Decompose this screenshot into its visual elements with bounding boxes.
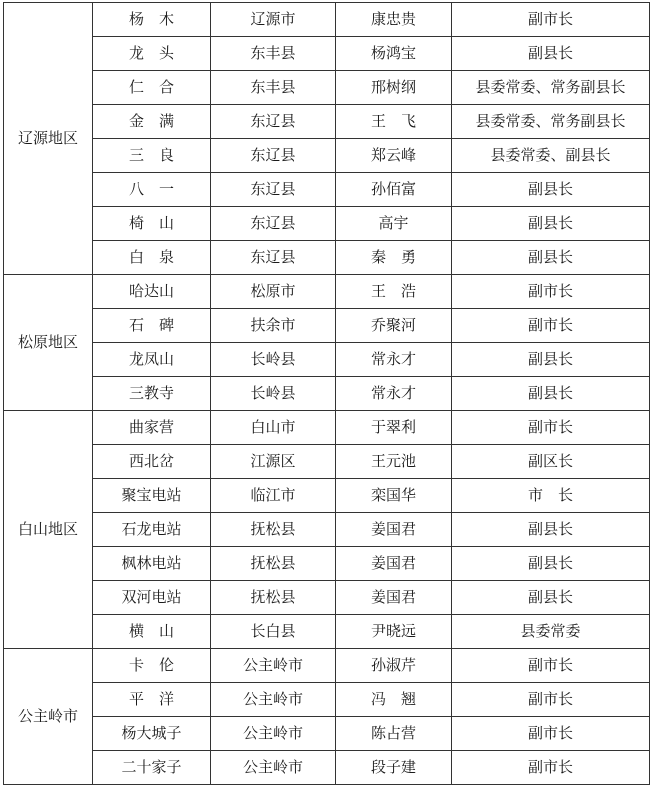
position-cell: 副市长 [452, 683, 650, 717]
position-cell: 市 长 [452, 479, 650, 513]
table-row [4, 445, 650, 479]
position-cell: 副县长 [452, 377, 650, 411]
table-row [4, 275, 650, 309]
location-cell: 江源区 [211, 445, 336, 479]
position-cell: 副市长 [452, 751, 650, 785]
table-row [4, 717, 650, 751]
location-cell: 公主岭市 [211, 649, 336, 683]
location-cell: 辽源市 [211, 3, 336, 37]
location-cell: 公主岭市 [211, 717, 336, 751]
responsible-person-cell: 郑云峰 [336, 139, 452, 173]
responsible-person-cell: 杨鸿宝 [336, 37, 452, 71]
reservoir-name-cell: 石龙电站 [93, 513, 211, 547]
region-cell: 辽源地区 [4, 3, 93, 275]
position-cell: 副县长 [452, 343, 650, 377]
responsible-person-cell: 冯 翘 [336, 683, 452, 717]
responsible-person-cell: 姜国君 [336, 547, 452, 581]
table-row [4, 71, 650, 105]
reservoir-name-cell: 卡 伦 [93, 649, 211, 683]
location-cell: 长岭县 [211, 343, 336, 377]
responsible-person-cell: 秦 勇 [336, 241, 452, 275]
reservoir-name-cell: 曲家营 [93, 411, 211, 445]
responsible-person-cell: 王 飞 [336, 105, 452, 139]
responsible-person-cell: 孙淑芹 [336, 649, 452, 683]
reservoir-name-cell: 哈达山 [93, 275, 211, 309]
table-row [4, 513, 650, 547]
position-cell: 县委常委 [452, 615, 650, 649]
region-cell: 松原地区 [4, 275, 93, 411]
reservoir-name-cell: 三教寺 [93, 377, 211, 411]
position-cell: 副县长 [452, 547, 650, 581]
table-row [4, 547, 650, 581]
reservoir-name-cell: 聚宝电站 [93, 479, 211, 513]
responsible-person-cell: 王元池 [336, 445, 452, 479]
position-cell: 副县长 [452, 173, 650, 207]
reservoir-name-cell: 白 泉 [93, 241, 211, 275]
reservoir-responsibility-table [3, 2, 650, 785]
position-cell: 副县长 [452, 241, 650, 275]
location-cell: 抚松县 [211, 581, 336, 615]
position-cell: 副县长 [452, 207, 650, 241]
position-cell: 副县长 [452, 581, 650, 615]
table-row [4, 377, 650, 411]
region-cell: 白山地区 [4, 411, 93, 649]
location-cell: 抚松县 [211, 547, 336, 581]
table-row [4, 343, 650, 377]
position-cell: 副市长 [452, 717, 650, 751]
responsible-person-cell: 王 浩 [336, 275, 452, 309]
reservoir-name-cell: 椅 山 [93, 207, 211, 241]
table-row [4, 411, 650, 445]
location-cell: 东辽县 [211, 173, 336, 207]
responsible-person-cell: 于翠利 [336, 411, 452, 445]
location-cell: 东丰县 [211, 71, 336, 105]
reservoir-name-cell: 金 满 [93, 105, 211, 139]
reservoir-name-cell: 双河电站 [93, 581, 211, 615]
location-cell: 松原市 [211, 275, 336, 309]
location-cell: 抚松县 [211, 513, 336, 547]
reservoir-name-cell: 龙凤山 [93, 343, 211, 377]
location-cell: 扶余市 [211, 309, 336, 343]
table-row [4, 241, 650, 275]
responsible-person-cell: 常永才 [336, 343, 452, 377]
position-cell: 县委常委、常务副县长 [452, 105, 650, 139]
location-cell: 公主岭市 [211, 751, 336, 785]
reservoir-name-cell: 西北岔 [93, 445, 211, 479]
location-cell: 长白县 [211, 615, 336, 649]
table-row [4, 105, 650, 139]
location-cell: 东辽县 [211, 207, 336, 241]
table-row [4, 751, 650, 785]
responsible-person-cell: 陈占营 [336, 717, 452, 751]
reservoir-name-cell: 八 一 [93, 173, 211, 207]
location-cell: 东辽县 [211, 139, 336, 173]
position-cell: 县委常委、常务副县长 [452, 71, 650, 105]
table-row [4, 581, 650, 615]
region-cell: 公主岭市 [4, 649, 93, 785]
responsible-person-cell: 栾国华 [336, 479, 452, 513]
reservoir-name-cell: 二十家子 [93, 751, 211, 785]
reservoir-name-cell: 杨大城子 [93, 717, 211, 751]
location-cell: 公主岭市 [211, 683, 336, 717]
responsible-person-cell: 乔聚河 [336, 309, 452, 343]
table-row [4, 479, 650, 513]
position-cell: 副区长 [452, 445, 650, 479]
location-cell: 长岭县 [211, 377, 336, 411]
table-row [4, 3, 650, 37]
responsible-person-cell: 常永才 [336, 377, 452, 411]
responsible-person-cell: 段子建 [336, 751, 452, 785]
position-cell: 副市长 [452, 411, 650, 445]
table-row [4, 615, 650, 649]
table-row [4, 139, 650, 173]
reservoir-name-cell: 石 碑 [93, 309, 211, 343]
reservoir-name-cell: 平 洋 [93, 683, 211, 717]
position-cell: 县委常委、副县长 [452, 139, 650, 173]
table-row [4, 207, 650, 241]
reservoir-name-cell: 三 良 [93, 139, 211, 173]
table-row [4, 683, 650, 717]
location-cell: 东丰县 [211, 37, 336, 71]
location-cell: 临江市 [211, 479, 336, 513]
position-cell: 副市长 [452, 275, 650, 309]
responsible-person-cell: 姜国君 [336, 513, 452, 547]
responsible-person-cell: 康忠贵 [336, 3, 452, 37]
position-cell: 副县长 [452, 513, 650, 547]
location-cell: 东辽县 [211, 105, 336, 139]
reservoir-name-cell: 杨 木 [93, 3, 211, 37]
responsible-person-cell: 邢树纲 [336, 71, 452, 105]
position-cell: 副市长 [452, 309, 650, 343]
reservoir-name-cell: 龙 头 [93, 37, 211, 71]
table-row [4, 309, 650, 343]
responsible-person-cell: 姜国君 [336, 581, 452, 615]
table-row [4, 37, 650, 71]
location-cell: 白山市 [211, 411, 336, 445]
responsible-person-cell: 尹晓远 [336, 615, 452, 649]
table-row [4, 173, 650, 207]
responsible-person-cell: 孙佰富 [336, 173, 452, 207]
responsible-person-cell: 高宇 [336, 207, 452, 241]
location-cell: 东辽县 [211, 241, 336, 275]
position-cell: 副市长 [452, 3, 650, 37]
table-row [4, 649, 650, 683]
position-cell: 副县长 [452, 37, 650, 71]
reservoir-name-cell: 仁 合 [93, 71, 211, 105]
reservoir-name-cell: 枫林电站 [93, 547, 211, 581]
position-cell: 副市长 [452, 649, 650, 683]
table-body [4, 3, 650, 785]
reservoir-name-cell: 横 山 [93, 615, 211, 649]
